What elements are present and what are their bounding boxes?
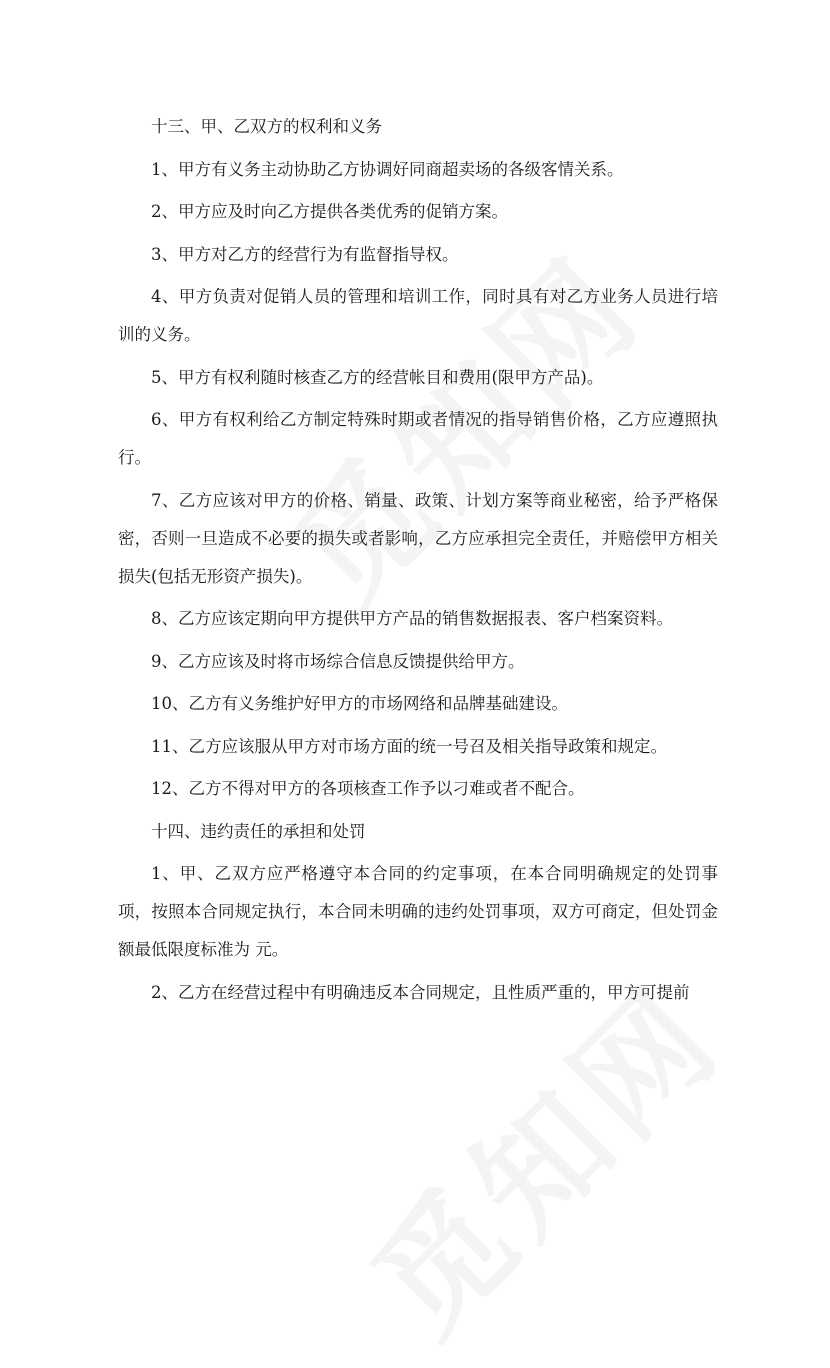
document-body (118, 108, 718, 1012)
clause-paragraph: 3、甲方对乙方的经营行为有监督指导权。 (151, 244, 459, 264)
clause-paragraph: 1、甲、乙双方应严格遵守本合同的约定事项，在本合同明确规定的处罚事项，按照本合同规定执行，本合同未明确的违约处罚事项，双方可商定，但处罚金额最低限度标准为 元。 (118, 864, 718, 959)
clause-paragraph: 9、乙方应该及时将市场综合信息反馈提供给甲方。 (151, 651, 525, 671)
clause-paragraph: 2、甲方应及时向乙方提供各类优秀的促销方案。 (151, 202, 508, 221)
clause-paragraph: 5、甲方有权利随时核查乙方的经营帐目和费用(限甲方产品)。 (151, 367, 604, 387)
clause-paragraph: 10、乙方有义务维护好甲方的市场网络和品牌基础建设。 (151, 694, 568, 713)
clause-paragraph: 8、乙方应该定期向甲方提供甲方产品的销售数据报表、客户档案资料。 (151, 609, 673, 628)
clause-paragraph: 12、乙方不得对甲方的各项核查工作予以刁难或者不配合。 (151, 779, 585, 798)
clause-paragraph: 11、乙方应该服从甲方对市场方面的统一号召及相关指导政策和规定。 (151, 736, 667, 756)
clause-paragraph: 4、甲方负责对促销人员的管理和培训工作，同时具有对乙方业务人员进行培训的义务。 (118, 287, 718, 344)
clause-paragraph: 7、乙方应该对甲方的价格、销量、政策、计划方案等商业秘密，给予严格保密，否则一旦造成不必要的损失或者影响，乙方应承担完全责任，并赔偿甲方相关损失(包括无形资产损失)。 (118, 490, 718, 586)
clause-paragraph: 6、甲方有权利给乙方制定特殊时期或者情况的指导销售价格，乙方应遵照执行。 (118, 410, 718, 467)
section-heading: 十三、甲、乙双方的权利和义务 (151, 117, 382, 136)
section-heading: 十四、违约责任的承担和处罚 (151, 821, 366, 841)
clause-paragraph: 1、甲方有义务主动协助乙方协调好同商超卖场的各级客情关系。 (151, 159, 624, 179)
clause-paragraph: 2、乙方在经营过程中有明确违反本合同规定，且性质严重的，甲方可提前 (151, 982, 690, 1002)
